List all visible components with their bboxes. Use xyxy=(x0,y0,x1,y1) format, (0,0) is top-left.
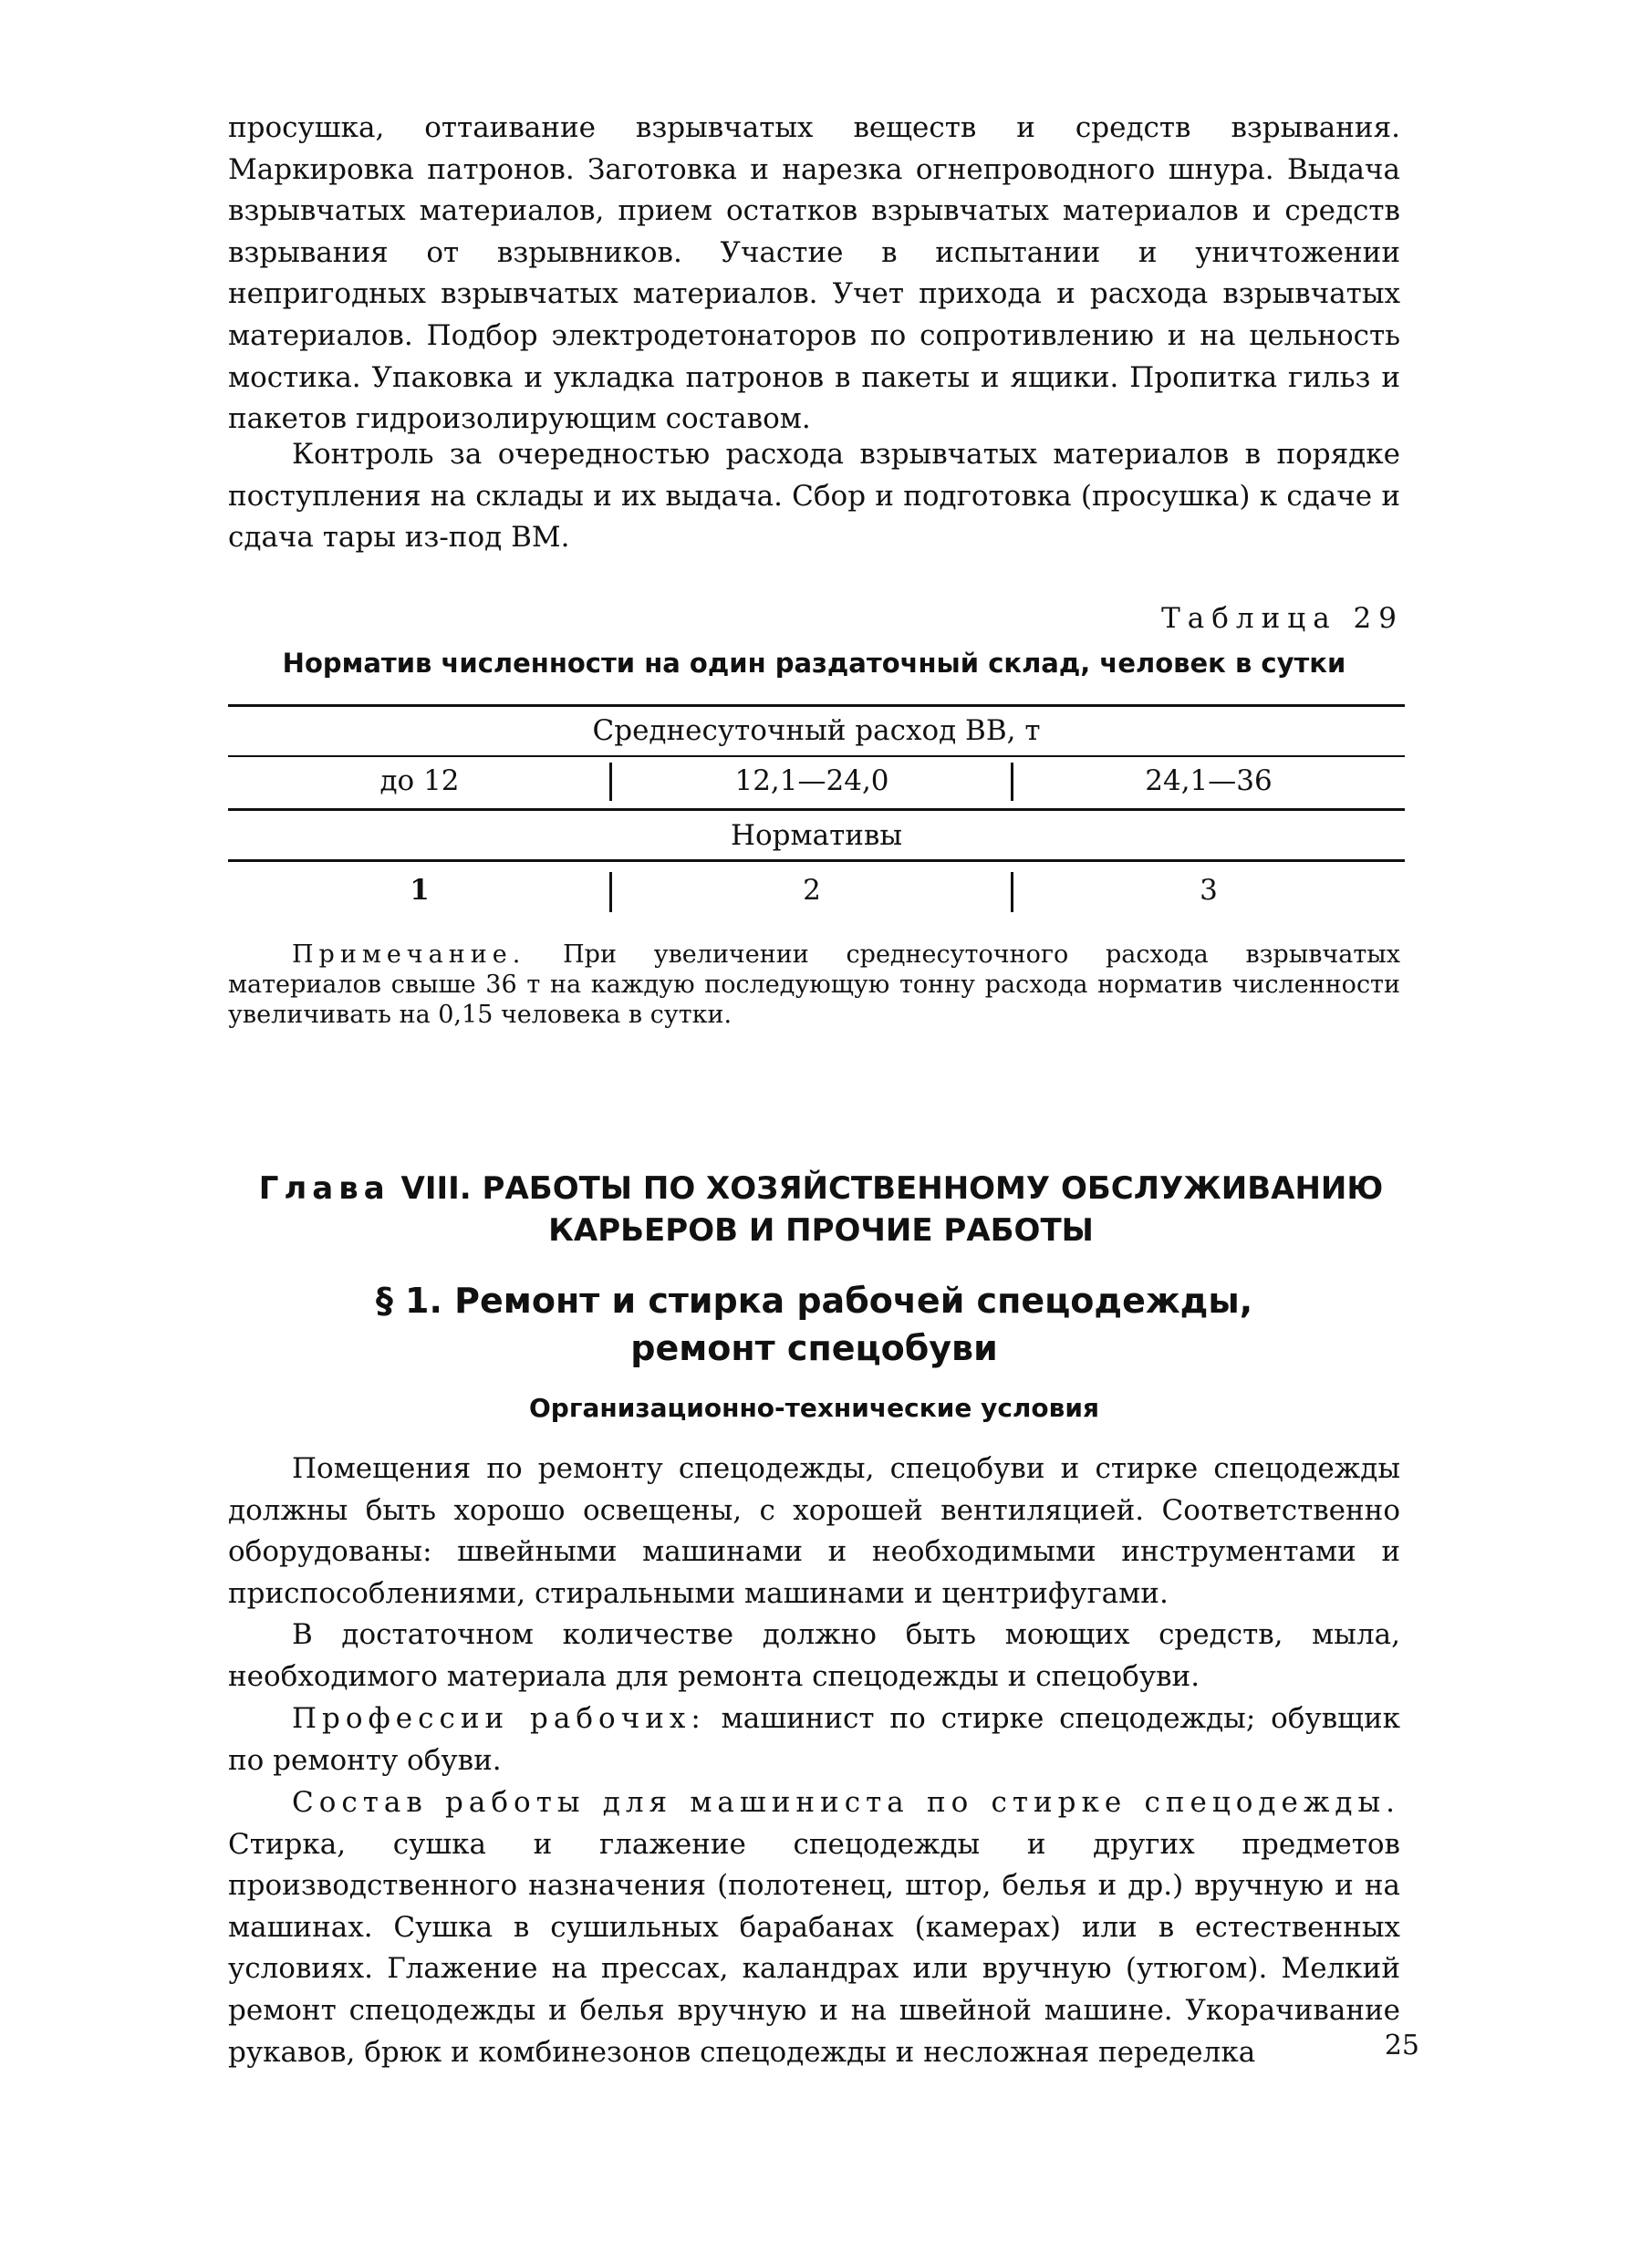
table-mid-rule xyxy=(228,808,1405,811)
section-heading xyxy=(228,1277,1400,1372)
chapter-title-line2: КАРЬЕРОВ И ПРОЧИЕ РАБОТЫ xyxy=(548,1212,1094,1249)
table-value-1: 1 xyxy=(410,874,430,907)
table-col-3: 24,1—36 xyxy=(1145,764,1273,797)
table-norms-label: Нормативы xyxy=(730,819,903,852)
table-note xyxy=(228,940,1400,1030)
chapter-heading xyxy=(228,1168,1414,1251)
paragraph-top-continued: просушка, оттаивание взрывчатых веществ и средств взрывания. Маркировка патронов. Заготовка и нарезка огнепроводного шнура. Выдача взрывчатых материалов, прием остатков взрывчатых материалов и средств взрывания от взрывников. Участие в испытании и уничтожении непригодных взрывчатых материалов. Учет прихода и расхода взрывчатых материалов. Подбор электродетонаторов по сопротивлению и на цельность мостика. Упаковка и укладка патронов в пакеты и ящики. Пропитка гильз и пакетов гидроизолирующим составом. xyxy=(228,111,1400,436)
table-header-group: Среднесуточный расход ВВ, т xyxy=(592,714,1041,747)
table-value-3: 3 xyxy=(1200,874,1218,907)
table-note-label: Примечание. xyxy=(292,940,526,969)
paragraph-control: Контроль за очередностью расхода взрывчатых материалов в порядке поступления на склады и их выдача. Сбор и подготовка (просушка) к сдаче и сдача тары из-под ВМ. xyxy=(228,438,1400,555)
section-title-line1: § 1. Ремонт и стирка рабочей спецодежды, xyxy=(375,1281,1253,1321)
table-value-2: 2 xyxy=(803,874,821,907)
table-caption: Таблица 29 xyxy=(1161,602,1404,635)
professions-label: Профессии рабочих: xyxy=(292,1702,706,1735)
page-number: 25 xyxy=(1384,2030,1419,2061)
paragraph-work-composition xyxy=(228,1782,1400,2073)
chapter-label: Глава xyxy=(258,1170,390,1207)
chapter-heading-line1 xyxy=(228,1168,1414,1210)
professions-text: машинист по стирке спецодежды; обувщик по ремонту обуви. xyxy=(228,1702,1401,1777)
table-col-1: до 12 xyxy=(379,764,460,797)
work-composition-text: Стирка, сушка и глажение спецодежды и других предметов производственного назначения (полотенец, штор, белья и др.) вручную и на машинах. Сушка в сушильных барабанах (камерах) или в естественных условиях. Глажение на прессах, каландрах или вручную (утюгом). Мелкий ремонт спецодежды и белья вручную и на швейной машине. Укорачивание рукавов, брюк и комбинезонов спецодежды и несложная переделка xyxy=(228,1827,1400,2069)
table-title: Норматив численности на один раздаточный склад, человек в сутки xyxy=(282,648,1346,679)
chapter-title-line1: VIII. РАБОТЫ ПО ХОЗЯЙСТВЕННОМУ ОБСЛУЖИВАНИЮ xyxy=(400,1170,1384,1207)
table-norms-rule xyxy=(228,859,1405,862)
paragraph-premises: Помещения по ремонту спецодежды, спецобуви и стирке спецодежды должны быть хорошо освещены, с хорошей вентиляцией. Соответственно оборудованы: швейными машинами и необходимыми инструментами и приспособлениями, стиральными машинами и центрифугами. xyxy=(228,1452,1400,1610)
paragraph-professions xyxy=(228,1698,1400,1781)
paragraph-materials: В достаточном количестве должно быть моющих средств, мыла, необходимого материала для ремонта спецодежды и спецобуви. xyxy=(228,1618,1400,1693)
table-header-rule xyxy=(228,755,1405,757)
table-col-2: 12,1—24,0 xyxy=(734,764,889,797)
section-subtitle: Организационно-технические условия xyxy=(529,1393,1099,1423)
table-top-rule xyxy=(228,704,1405,707)
section-title-line2: ремонт спецобуви xyxy=(630,1328,998,1368)
work-composition-label: Состав работы для машиниста по стирке спецодежды. xyxy=(292,1786,1400,1819)
table-note-text: При увеличении среднесуточного расхода взрывчатых материалов свыше 36 т на каждую последующую тонну расхода норматив численности увеличивать на 0,15 человека в сутки. xyxy=(228,940,1400,1029)
